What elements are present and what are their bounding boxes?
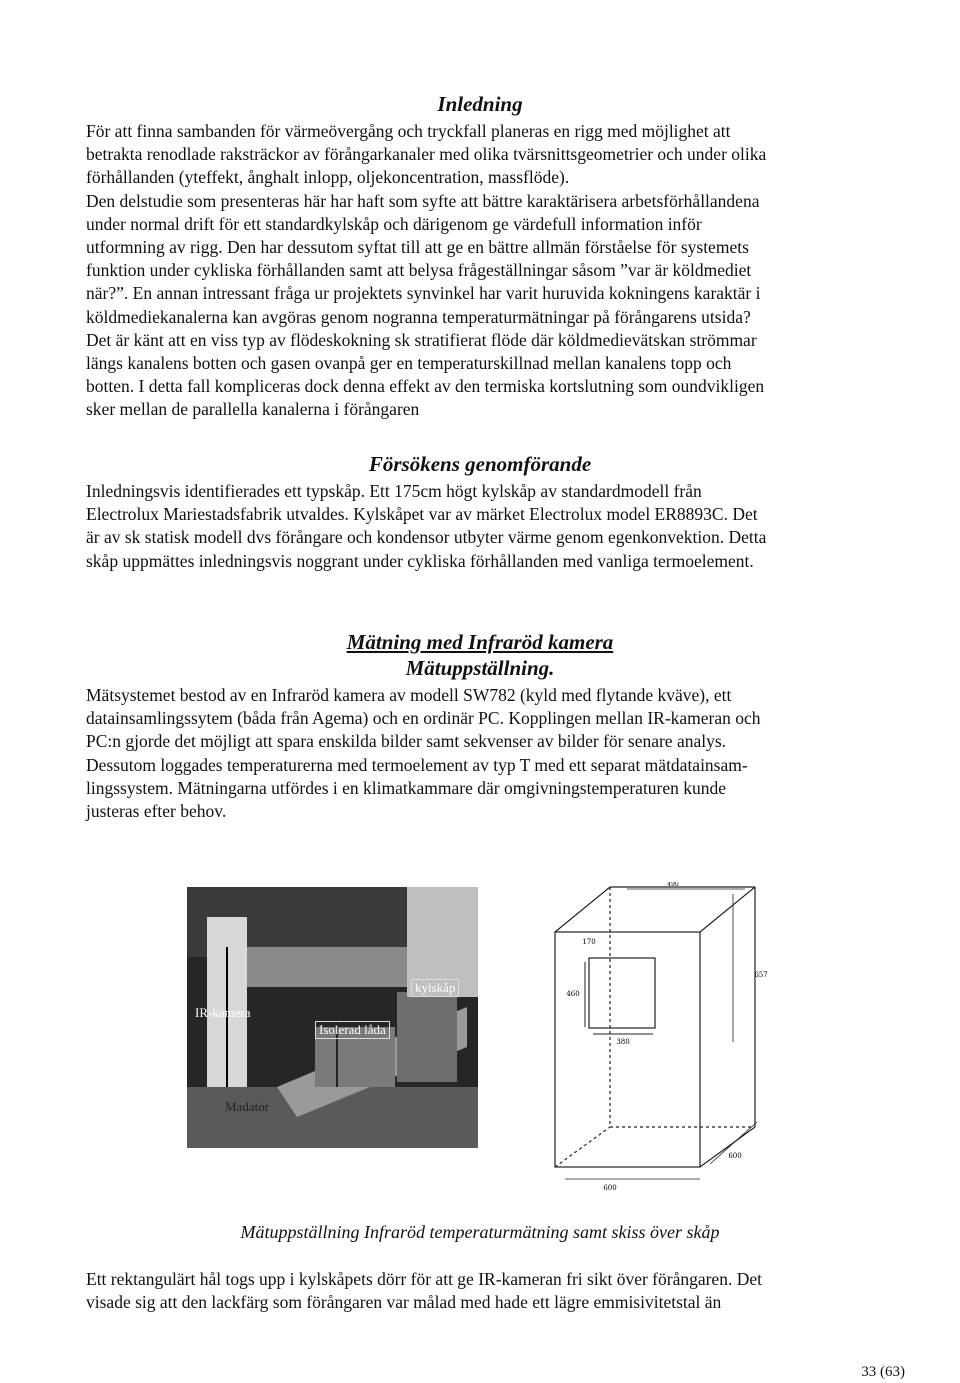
photo-label-camera: IR-kamera [195,1005,251,1020]
heading-matning: Mätning med Infraröd kamera [346,630,614,654]
text-line: Mätsystemet bestod av en Infraröd kamera av modell SW782 (kyld med flytande kväve), ett [86,685,732,705]
text-line: datainsamlingssytem (båda från Agema) och en ordinär PC. Kopplingen mellan IR-kameran och [86,708,761,729]
text-line: längs kanalens botten och gasen ovanpå ger en temperaturskillnad mellan kanalens topp och [86,353,732,374]
dim-width: 490 [667,882,679,888]
text-line: Ett rektangulärt hål togs upp i kylskåpets dörr för att ge IR-kameran fri sikt över förångaren. Det [86,1269,762,1289]
dim-window-width: 380 [616,1038,630,1046]
dim-base-width: 600 [603,1184,617,1192]
text-line: förhållanden (yteffekt, ånghalt inlopp, oljekoncentration, massflöde). [86,167,570,188]
page-number: 33 (63) [861,1364,905,1380]
photo-label-damper: Madator [225,1099,270,1114]
figure-caption: Mätuppställning Infraröd temperaturmätning samt skiss över skåp [240,1222,720,1242]
paragraph-closing [86,1268,886,1314]
text-line: när?”. En annan intressant fråga ur projektets synvinkel har varit huruvida kokningens karaktär i [86,283,761,304]
paragraph-forsok [86,480,886,573]
fridge-sketch [545,882,775,1192]
paragraph-inledning [86,120,886,422]
text-line: Electrolux Mariestadsfabrik utvaldes. Kylskåpet var av märket Electrolux model ER8893C. Det [86,504,758,525]
rig-photo [187,887,478,1148]
dim-window-height: 460 [566,990,580,998]
text-line: lingssystem. Mätningarna utfördes i en klimatkammare där omgivningstemperaturen kunde [86,777,727,798]
text-line: betrakta renodlade raksträckor av förångarkanaler med olika tvärsnittsgeometrier och under olika [86,144,767,165]
text-line: skåp uppmättes inledningsvis noggrant under cykliska förhållanden med vanliga termoelement. [86,550,754,571]
text-line: visade sig att den lackfärg som förångaren var målad med hade ett lägre emmisivitetstal än [86,1292,722,1313]
text-line: köldmediekanalerna kan avgöras genom nogranna temperaturmätningar på förångarens utsida? [86,306,751,327]
text-line: PC:n gjorde det möjligt att spara enskilda bilder samt sekvenser av bilder för senare analys. [86,731,727,752]
text-line: Dessutom loggades temperaturerna med termoelement av typ T med ett separat mätdatainsam- [86,754,748,775]
text-line: För att finna sambanden för värmeövergång och tryckfall planeras en rigg med möjlighet att [86,121,731,141]
subheading-matuppstallning: Mätuppställning. [405,656,555,680]
text-line: sker mellan de parallella kanalerna i förångaren [86,399,420,420]
text-line: botten. I detta fall kompliceras dock denna effekt av den termiska kortslutning som oundvikligen [86,376,765,397]
heading-inledning: Inledning [437,92,523,116]
text-line: är av sk statisk modell dvs förångare och kondensor utbyter värme genom egenkonvektion. Detta [86,527,767,548]
photo-label-fridge: kylskåp [411,979,459,997]
paragraph-matning [86,684,886,823]
text-line: funktion under cykliska förhållanden samt att belysa frågeställningar såsom ”var är köldmediet [86,260,752,281]
text-line: Det är känt att en viss typ av flödeskokning sk stratifierat flöde där köldmedievätskan strömmar [86,329,757,350]
text-line: utformning av rigg. Den har dessutom syftat till att ge en bättre allmän förståelse för systemets [86,237,749,258]
text-line: justeras efter behov. [86,801,227,822]
photo-label-box: Isolerad låda [315,1021,390,1039]
heading-forsok: Försökens genomförande [368,452,592,476]
dim-top: 170 [582,938,596,946]
text-line: Den delstudie som presenteras här har haft som syfte att bättre karaktärisera arbetsförhållandena [86,190,760,211]
dim-height: 657 [754,971,768,979]
text-line: Inledningsvis identifierades ett typskåp. Ett 175cm högt kylskåp av standardmodell från [86,481,702,501]
text-line: under normal drift för ett standardkylskåp och därigenom ge värdefull information inför [86,213,702,234]
dim-depth: 600 [728,1152,742,1160]
